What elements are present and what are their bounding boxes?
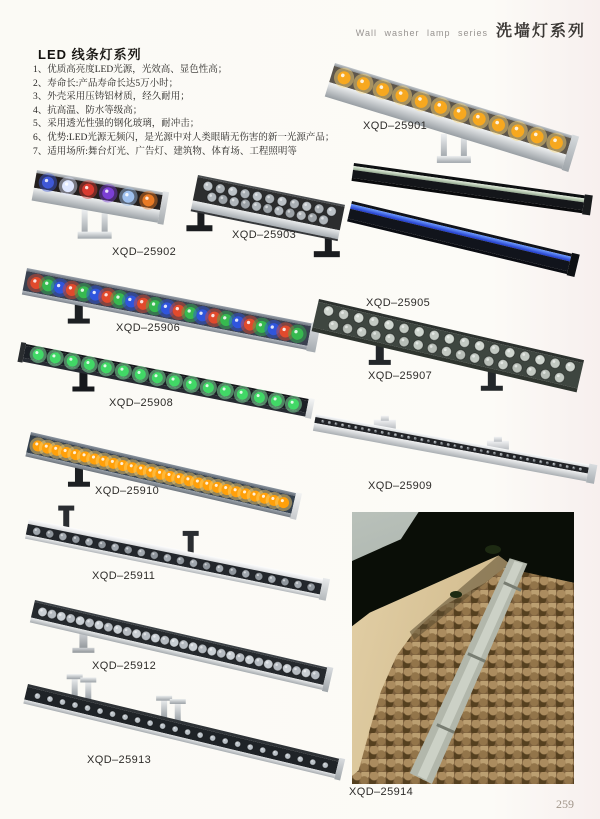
mounting-bracket <box>58 506 74 528</box>
led-dot <box>578 467 582 471</box>
mounting-bracket <box>170 699 186 721</box>
series-title-chinese: 洗墙灯系列 <box>495 23 586 40</box>
led-dot <box>466 446 470 450</box>
mounting-bracket <box>183 531 199 553</box>
product-model-label: XQD–25913 <box>87 754 152 766</box>
product-model-label: XQD–25902 <box>112 246 177 258</box>
product-image <box>300 398 598 508</box>
led-dot <box>420 438 424 442</box>
product-model-label: XQD–25914 <box>349 786 414 798</box>
led-dot <box>479 449 483 453</box>
led-dot <box>565 465 569 469</box>
product-image <box>15 505 335 597</box>
led-dot <box>506 454 510 458</box>
product-model-label: XQD–25908 <box>109 397 174 409</box>
product-image <box>305 285 590 395</box>
led-dot <box>446 443 450 447</box>
product-25913 <box>10 672 350 780</box>
product-model-label: XQD–25907 <box>368 370 433 382</box>
led-dot <box>539 460 543 464</box>
led-dot <box>545 461 549 465</box>
led-dot <box>519 456 523 460</box>
product-model-label: XQD–25905 <box>366 297 431 309</box>
led-dot <box>400 434 404 438</box>
led-dot <box>433 440 437 444</box>
feature-item: 2、寿命长:产品寿命长达5万小时； <box>33 78 179 89</box>
product-25901 <box>325 55 595 155</box>
led-dot <box>387 432 391 436</box>
led-dot <box>552 462 556 466</box>
mounting-bracket <box>156 696 172 718</box>
page-number: 259 <box>556 797 574 811</box>
series-title-english: Wall washer lamp series <box>355 28 488 38</box>
feature-item: 5、采用透光性强的钢化玻璃，耐冲击； <box>33 119 200 130</box>
led-dot <box>512 455 516 459</box>
led-dot <box>334 422 338 426</box>
feature-item: 3、外壳采用压铸铝材质，经久耐用； <box>33 92 190 103</box>
grass-tuft <box>485 545 501 554</box>
led-dot <box>499 452 503 456</box>
product-model-label: XQD–25909 <box>368 480 433 492</box>
product-25909 <box>300 398 598 508</box>
product-model-label: XQD–25906 <box>116 322 181 334</box>
product-25910 <box>15 418 315 513</box>
feature-item: 6、优势:LED光源无频闪，是光源中对人类眼睛无伤害的新一光源产品； <box>33 132 335 143</box>
led-dot <box>453 444 457 448</box>
product-model-label: XQD–25912 <box>92 660 157 672</box>
mounting-bracket <box>67 674 83 696</box>
feature-item: 7、适用场所:舞台灯光、广告灯、建筑物、体育场、工程照明等 <box>33 146 297 157</box>
led-dot <box>572 466 576 470</box>
led-dot <box>532 459 536 463</box>
led-dot <box>486 450 490 454</box>
mounting-bracket <box>80 677 96 699</box>
section-title: LED 线条灯系列 <box>38 47 142 62</box>
led-dot <box>413 437 417 441</box>
installation-photo <box>352 512 574 784</box>
led-dot <box>347 424 351 428</box>
grass-tuft <box>450 591 462 598</box>
product-image <box>325 55 595 155</box>
product-image <box>10 672 350 780</box>
led-dot <box>367 428 371 432</box>
led-dot <box>526 457 530 461</box>
feature-item: 4、抗高温、防水等级高； <box>33 105 143 116</box>
led-dot <box>440 441 444 445</box>
product-25907 <box>305 285 590 395</box>
led-dot <box>327 421 331 425</box>
mounting-bracket <box>78 210 112 239</box>
led-dot <box>559 463 563 467</box>
led-dot <box>473 448 477 452</box>
led-dot <box>374 429 378 433</box>
led-dot <box>426 439 430 443</box>
product-model-label: XQD–25911 <box>92 570 156 582</box>
led-dot <box>360 427 364 431</box>
led-dot <box>341 423 345 427</box>
led-dot <box>380 430 384 434</box>
led-dot <box>460 445 464 449</box>
led-dot <box>393 433 397 437</box>
product-model-label: XQD–25901 <box>363 120 428 132</box>
product-25911 <box>15 505 335 597</box>
led-dot <box>354 425 358 429</box>
led-dot <box>407 435 411 439</box>
product-model-label: XQD–25903 <box>232 229 297 241</box>
feature-item: 1、优质高亮度LED光源，光效高、显色性高； <box>33 65 228 75</box>
led-dot <box>493 451 497 455</box>
product-model-label: XQD–25910 <box>95 485 160 497</box>
product-image <box>15 418 315 513</box>
led-dot <box>321 419 325 423</box>
